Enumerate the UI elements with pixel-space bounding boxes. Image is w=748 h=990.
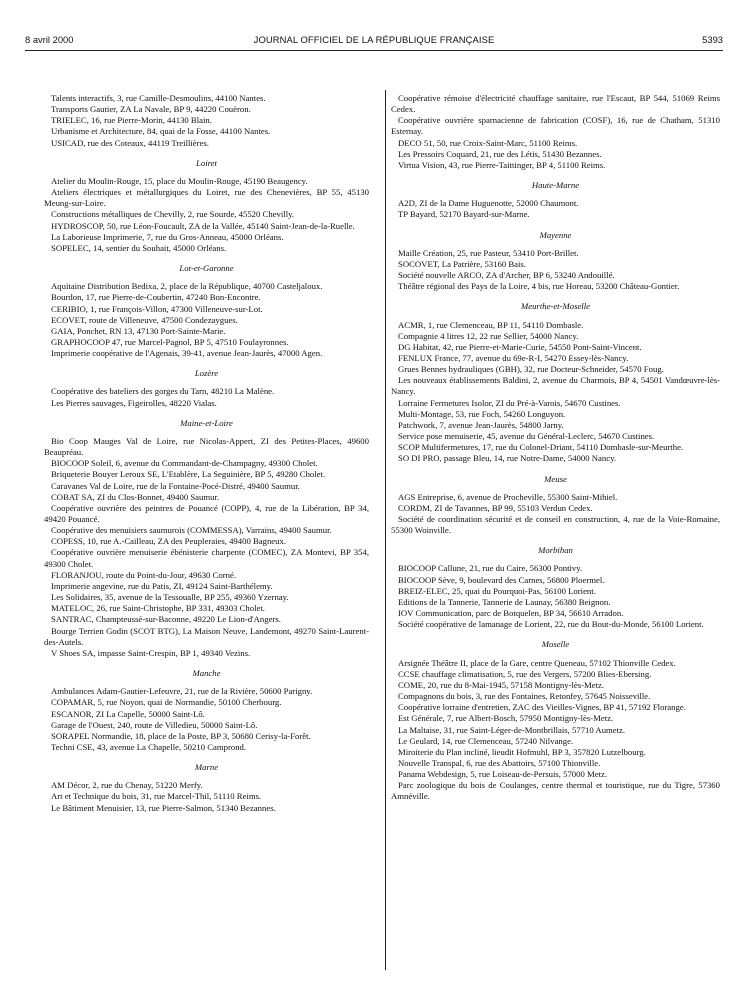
company-entry: Parc zoologique du bois de Coulanges, centre thermal et touristique, rue du Tigre, 57360 Amnéville. [391, 780, 720, 802]
department-section [44, 263, 369, 359]
company-entry: Les Pierres sauvages, Figeirolles, 48220 Vialas. [51, 397, 217, 408]
company-entry: SORAPEL Normandie, 18, place de la Poste, BP 3, 50680 Cerisy-la-Forêt. [51, 730, 311, 741]
company-entry: Grues Bennes hydrauliques (GBH), 32, rue Docteur-Schneider, 54570 Foug. [398, 364, 664, 375]
department-section [391, 301, 720, 464]
department-title: Morbihan [538, 545, 573, 556]
company-entry: Société coopérative de lamanage de Lorient, 22, rue du Bout-du-Monde, 56100 Lorient. [398, 619, 704, 630]
company-entry: Les nouveaux établissements Baldini, 2, avenue du Charmois, BP 4, 54501 Vandœuvre-lès-Nancy. [391, 375, 720, 397]
department-title: Meurthe-et-Moselle [521, 301, 590, 312]
company-entry: SOPELEC, 14, sentier du Souhait, 45000 Orléans. [51, 242, 227, 253]
company-entry: USICAD, rue des Coteaux, 44119 Treillières. [51, 137, 209, 148]
company-entry: Société nouvelle ARCO, ZA d'Archer, BP 6, 53240 Andouillé. [398, 270, 615, 281]
company-entry: CERIBIO, 1, rue François-Villon, 47300 Villeneuve-sur-Lot. [51, 303, 263, 314]
company-entry: Compagnie 4 litres 12, 22 rue Sellier, 54000 Nancy. [398, 330, 579, 341]
company-entry: IOV Communication, parc de Botquelen, BP 34, 56610 Arradon. [398, 608, 624, 619]
department-section [44, 93, 369, 149]
company-entry: V Shoes SA, impasse Saint-Crespin, BP 1, 49340 Vezins. [51, 647, 251, 658]
department-section [391, 180, 720, 220]
company-entry: SO DI PRO, passage Bleu, 14, rue Notre-Dame, 54000 Nancy. [398, 453, 617, 464]
company-entry: BIOCOOP Sève, 9, boulevard des Carnes, 56800 Ploermel. [398, 574, 605, 585]
department-section [391, 474, 720, 537]
department-section [391, 639, 720, 802]
department-section [391, 93, 720, 171]
company-entry: HYDROSCOP, 50, rue Léon-Foucault, ZA de la Vallée, 45140 Saint-Jean-de-la-Ruelle. [51, 220, 355, 231]
department-title: Loiret [196, 157, 217, 168]
department-title: Maine-et-Loire [180, 417, 233, 428]
header-page-number: 5393 [702, 34, 723, 45]
company-entry: Coopérative ouvrière sparnacienne de fabrication (COSF), 16, rue de Chatham, 51310 Esternay. [391, 115, 720, 137]
company-entry: Imprimerie angevine, rue du Patis, ZI, 49124 Saint-Barthélemy. [51, 580, 273, 591]
company-entry: La Laborieuse Imprimerie, 7, rue du Gros-Anneau, 45000 Orléans. [51, 231, 284, 242]
department-section [391, 545, 720, 630]
company-entry: GAIA, Ponchet, RN 13, 47130 Port-Sainte-Marie. [51, 325, 226, 336]
department-title: Mayenne [539, 229, 572, 240]
company-entry: GRAPHOCOOP 47, rue Marcel-Pagnol, BP 5, 47510 Foulayronnes. [51, 336, 289, 347]
company-entry: Panama Webdesign, 5, rue Loiseau-de-Persuis, 57000 Metz. [398, 769, 608, 780]
company-entry: ECOVET, route de Villeneuve, 47500 Condezaygues. [51, 314, 238, 325]
company-entry: Garage de l'Ouest, 240, route de Villedieu, 50000 Saint-Lô. [51, 719, 258, 730]
company-entry: Bourdon, 17, rue Pierre-de-Coubertin, 47240 Bon-Encontre. [51, 292, 261, 303]
department-title: Haute-Marne [531, 180, 580, 191]
company-entry: SANTRAC, Champteussé-sur-Baconne, 49220 Le Lion-d'Angers. [51, 614, 281, 625]
company-entry: COBAT SA, ZI du Clos-Bonnet, 49400 Saumur. [51, 491, 220, 502]
company-entry: Multi-Montage, 53, rue Foch, 54260 Longuyon. [398, 408, 566, 419]
left-column [44, 93, 369, 814]
company-entry: Société de coordination sécurité et de conseil en construction, 4, rue de la Voie-Romaine, 55300 Woinville. [391, 514, 720, 536]
company-entry: AGS Entreprise, 6, avenue de Procheville, 55300 Saint-Mihiel. [398, 491, 618, 502]
company-entry: BIOCOOP Callune, 21, rue du Caire, 56300 Pontivy. [398, 563, 583, 574]
company-entry: Atelier du Moulin-Rouge, 15, place du Moulin-Rouge, 45190 Beaugency. [51, 175, 308, 186]
company-entry: COME, 20, rue du 8-Mai-1945, 57158 Montigny-lès-Metz. [398, 679, 605, 690]
column-divider [385, 90, 386, 970]
department-section [44, 368, 369, 408]
department-section [44, 158, 369, 254]
company-entry: COPAMAR, 5, rue Noyon, quai de Normandie, 50100 Cherbourg. [51, 697, 282, 708]
department-section [44, 668, 369, 753]
company-entry: Patchwork, 7, avenue Jean-Jaurès, 54800 Jarny. [398, 419, 564, 430]
department-title: Moselle [541, 639, 570, 650]
company-entry: Art et Technique du bois, 31, rue Marcel-Thil, 51110 Reims. [51, 791, 262, 802]
department-title: Marne [194, 762, 219, 773]
company-entry: DECO 51, 50, rue Croix-Saint-Marc, 51100 Reims. [398, 137, 578, 148]
company-entry: Coopérative lorraine d'entretien, ZAC des Vieilles-Vignes, BP 41, 57192 Florange. [398, 702, 686, 713]
company-entry: Editions de la Tannerie, Tannerie de Launay, 56380 Beignon. [398, 596, 611, 607]
company-entry: TP Bayard, 52170 Bayard-sur-Marne. [398, 209, 530, 220]
company-entry: Lorraine Fermetures Isolor, ZI du Pré-à-Varois, 54670 Custines. [398, 397, 621, 408]
header-title: JOURNAL OFFICIEL DE LA RÉPUBLIQUE FRANÇAISE [253, 34, 495, 45]
company-entry: Urbanisme et Architecture, 84, quai de la Fosse, 44100 Nantes. [51, 126, 271, 137]
company-entry: SCOP Multifermetures, 17, rue du Colonel-Driant, 54110 Dombasle-sur-Meurthe. [398, 442, 684, 453]
company-entry: Aquitaine Distribution Bedixa, 2, place de la République, 40700 Casteljaloux. [51, 281, 323, 292]
company-entry: Briqueterie Bouyer Leroux SE, L'Etablère, La Seguinière, BP 5, 49280 Cholet. [51, 469, 326, 480]
company-entry: AM Décor, 2, rue du Chenay, 51220 Merfy. [51, 780, 203, 791]
company-entry: BREIZ-ELEC, 25, quai du Pourquoi-Pas, 56100 Lorient. [398, 585, 596, 596]
company-entry: Ateliers électriques et métallurgiques du Loiret, rue des Chenevières, BP 55, 45130 Meung-sur-Loire. [44, 187, 369, 209]
company-entry: Théâtre régional des Pays de la Loire, 4 bis, rue Horeau, 53200 Château-Gontier. [398, 281, 680, 292]
company-entry: DG Habitat, 42, rue Pierre-et-Marie-Curie, 54550 Pont-Saint-Vincent. [398, 341, 642, 352]
company-entry: Caravanes Val de Loire, rue de la Fontaine-Pocé-Distré, 49400 Saumur. [51, 480, 300, 491]
company-entry: Compagnons du bois, 3, rue des Fontaines, Retonfey, 57645 Noisseville. [398, 691, 651, 702]
company-entry: ACMR, 1, rue Clemenceau, BP 11, 54110 Dombasle. [398, 319, 584, 330]
company-entry: Les Pressoirs Coquard, 21, rue des Létis, 51430 Bezannes. [398, 148, 602, 159]
company-entry: MATELOC, 26, rue Saint-Christophe, BP 331, 49303 Cholet. [51, 603, 265, 614]
company-entry: Le Bâtiment Menuisier, 13, rue Pierre-Salmon, 51340 Bezannes. [51, 802, 276, 813]
company-entry: Bourge Terrien Godin (SCOT BTG), La Maison Neuve, Landemont, 49270 Saint-Laurent-des-Autels. [44, 625, 369, 647]
company-entry: Arsignée Théâtre II, place de la Gare, centre Queneau, 57102 Thionville Cedex. [398, 657, 676, 668]
department-section [44, 762, 369, 814]
company-entry: Ambulances Adam-Gautier-Lefeuvre, 21, rue de la Rivière, 50600 Parigny. [51, 686, 313, 697]
company-entry: TRIELEC, 16, rue Pierre-Morin, 44130 Blain. [51, 115, 212, 126]
company-entry: Imprimerie coopérative de l'Agenais, 39-41, avenue Jean-Jaurès, 47000 Agen. [51, 348, 323, 359]
company-entry: BIOCOOP Soleil, 6, avenue du Commandant-de-Champagny, 49300 Cholet. [51, 458, 318, 469]
department-title: Meuse [544, 473, 567, 484]
department-title: Lot-et-Garonne [179, 263, 234, 274]
company-entry: FENLUX France, 77, avenue du 69e-R-I, 54270 Essey-lès-Nancy. [398, 352, 629, 363]
company-entry: FLORANJOU, route du Point-du-Jour, 49630 Corné. [51, 569, 236, 580]
company-entry: Est Générale, 7, rue Albert-Bosch, 57950 Montigny-lès-Metz. [398, 713, 614, 724]
company-entry: Coopérative ouvrière des peintres de Pouancé (COPP), 4, rue de la Libération, BP 34, 49420 Pouancé. [44, 502, 369, 524]
company-entry: Transports Gautier, ZA La Navale, BP 9, 44220 Couëron. [51, 104, 251, 115]
company-entry: Techni CSE, 43, avenue La Chapelle, 50210 Camprond. [51, 741, 247, 752]
company-entry: Miroiterie du Plan incliné, lieudit Hofmuhl, BP 3, 357820 Lutzelbourg. [398, 746, 646, 757]
header-rule [25, 50, 723, 51]
company-entry: Constructions métalliques de Chevilly, 2, rue Sourde, 45520 Chevilly. [51, 209, 295, 220]
company-entry: A2D, ZI de la Dame Huguenotte, 52000 Chaumont. [398, 198, 579, 209]
company-entry: Maille Création, 25, rue Pasteur, 53410 Port-Brillet. [398, 247, 579, 258]
company-entry: La Maltaise, 31, rue Saint-Léger-de-Montbrillais, 57710 Aumetz. [398, 724, 626, 735]
company-entry: CORDM, ZI de Tavannes, BP 99, 55103 Verdun Cedex. [398, 502, 593, 513]
department-title: Lozère [194, 368, 219, 379]
department-section [391, 230, 720, 293]
company-entry: Coopérative des bateliers des gorges du Tarn, 48210 La Malène. [51, 386, 275, 397]
company-entry: Coopérative des menuisiers saumurois (COMMESSA), Varrains, 49400 Saumur. [51, 525, 332, 536]
department-title: Manche [192, 668, 221, 679]
company-entry: Talents interactifs, 3, rue Camille-Desmoulins, 44100 Nantes. [51, 93, 266, 103]
company-entry: Virtua Vision, 43, rue Pierre-Taittinger, BP 4, 51100 Reims. [398, 159, 606, 170]
company-entry: Le Geulard, 14, rue Clemenceau, 57240 Nilvange. [398, 735, 574, 746]
company-entry: Service pose menuiserie, 45, avenue du Général-Leclerc, 54670 Custines. [398, 431, 655, 442]
right-column [391, 93, 720, 803]
company-entry: Bio Coop Mauges Val de Loire, rue Nicolas-Appert, ZI des Petites-Places, 49600 Beaupréau. [44, 435, 369, 458]
department-section [44, 418, 369, 659]
company-entry: COPESS, 10, rue A.-Cailleau, ZA des Peupleraies, 49400 Bagneux. [51, 536, 287, 547]
company-entry: ESCANOR, ZI La Capelle, 50000 Saint-Lô. [51, 708, 205, 719]
page-header [25, 34, 723, 48]
company-entry: Les Solidaires, 35, avenue de la Tessoualle, BP 255, 49360 Yzernay. [51, 592, 289, 603]
company-entry: Nouvelle Transpal, 6, rue des Abattoirs, 57100 Thionville. [398, 757, 601, 768]
header-date: 8 avril 2000 [25, 34, 74, 45]
company-entry: Coopérative rémoise d'électricité chauffage sanitaire, rue l'Escaut, BP 544, 51069 Reims Cedex. [391, 93, 720, 115]
company-entry: CCSE chauffage climatisation, 5, rue des Vergers, 57200 Blies-Ebersing. [398, 668, 652, 679]
company-entry: Coopérative ouvrière menuiserie ébénisterie charpente (COMEC), ZA Montevi, BP 354, 49300 Cholet. [44, 547, 369, 569]
company-entry: SOCOVET, La Patrière, 53160 Bais. [398, 258, 526, 269]
